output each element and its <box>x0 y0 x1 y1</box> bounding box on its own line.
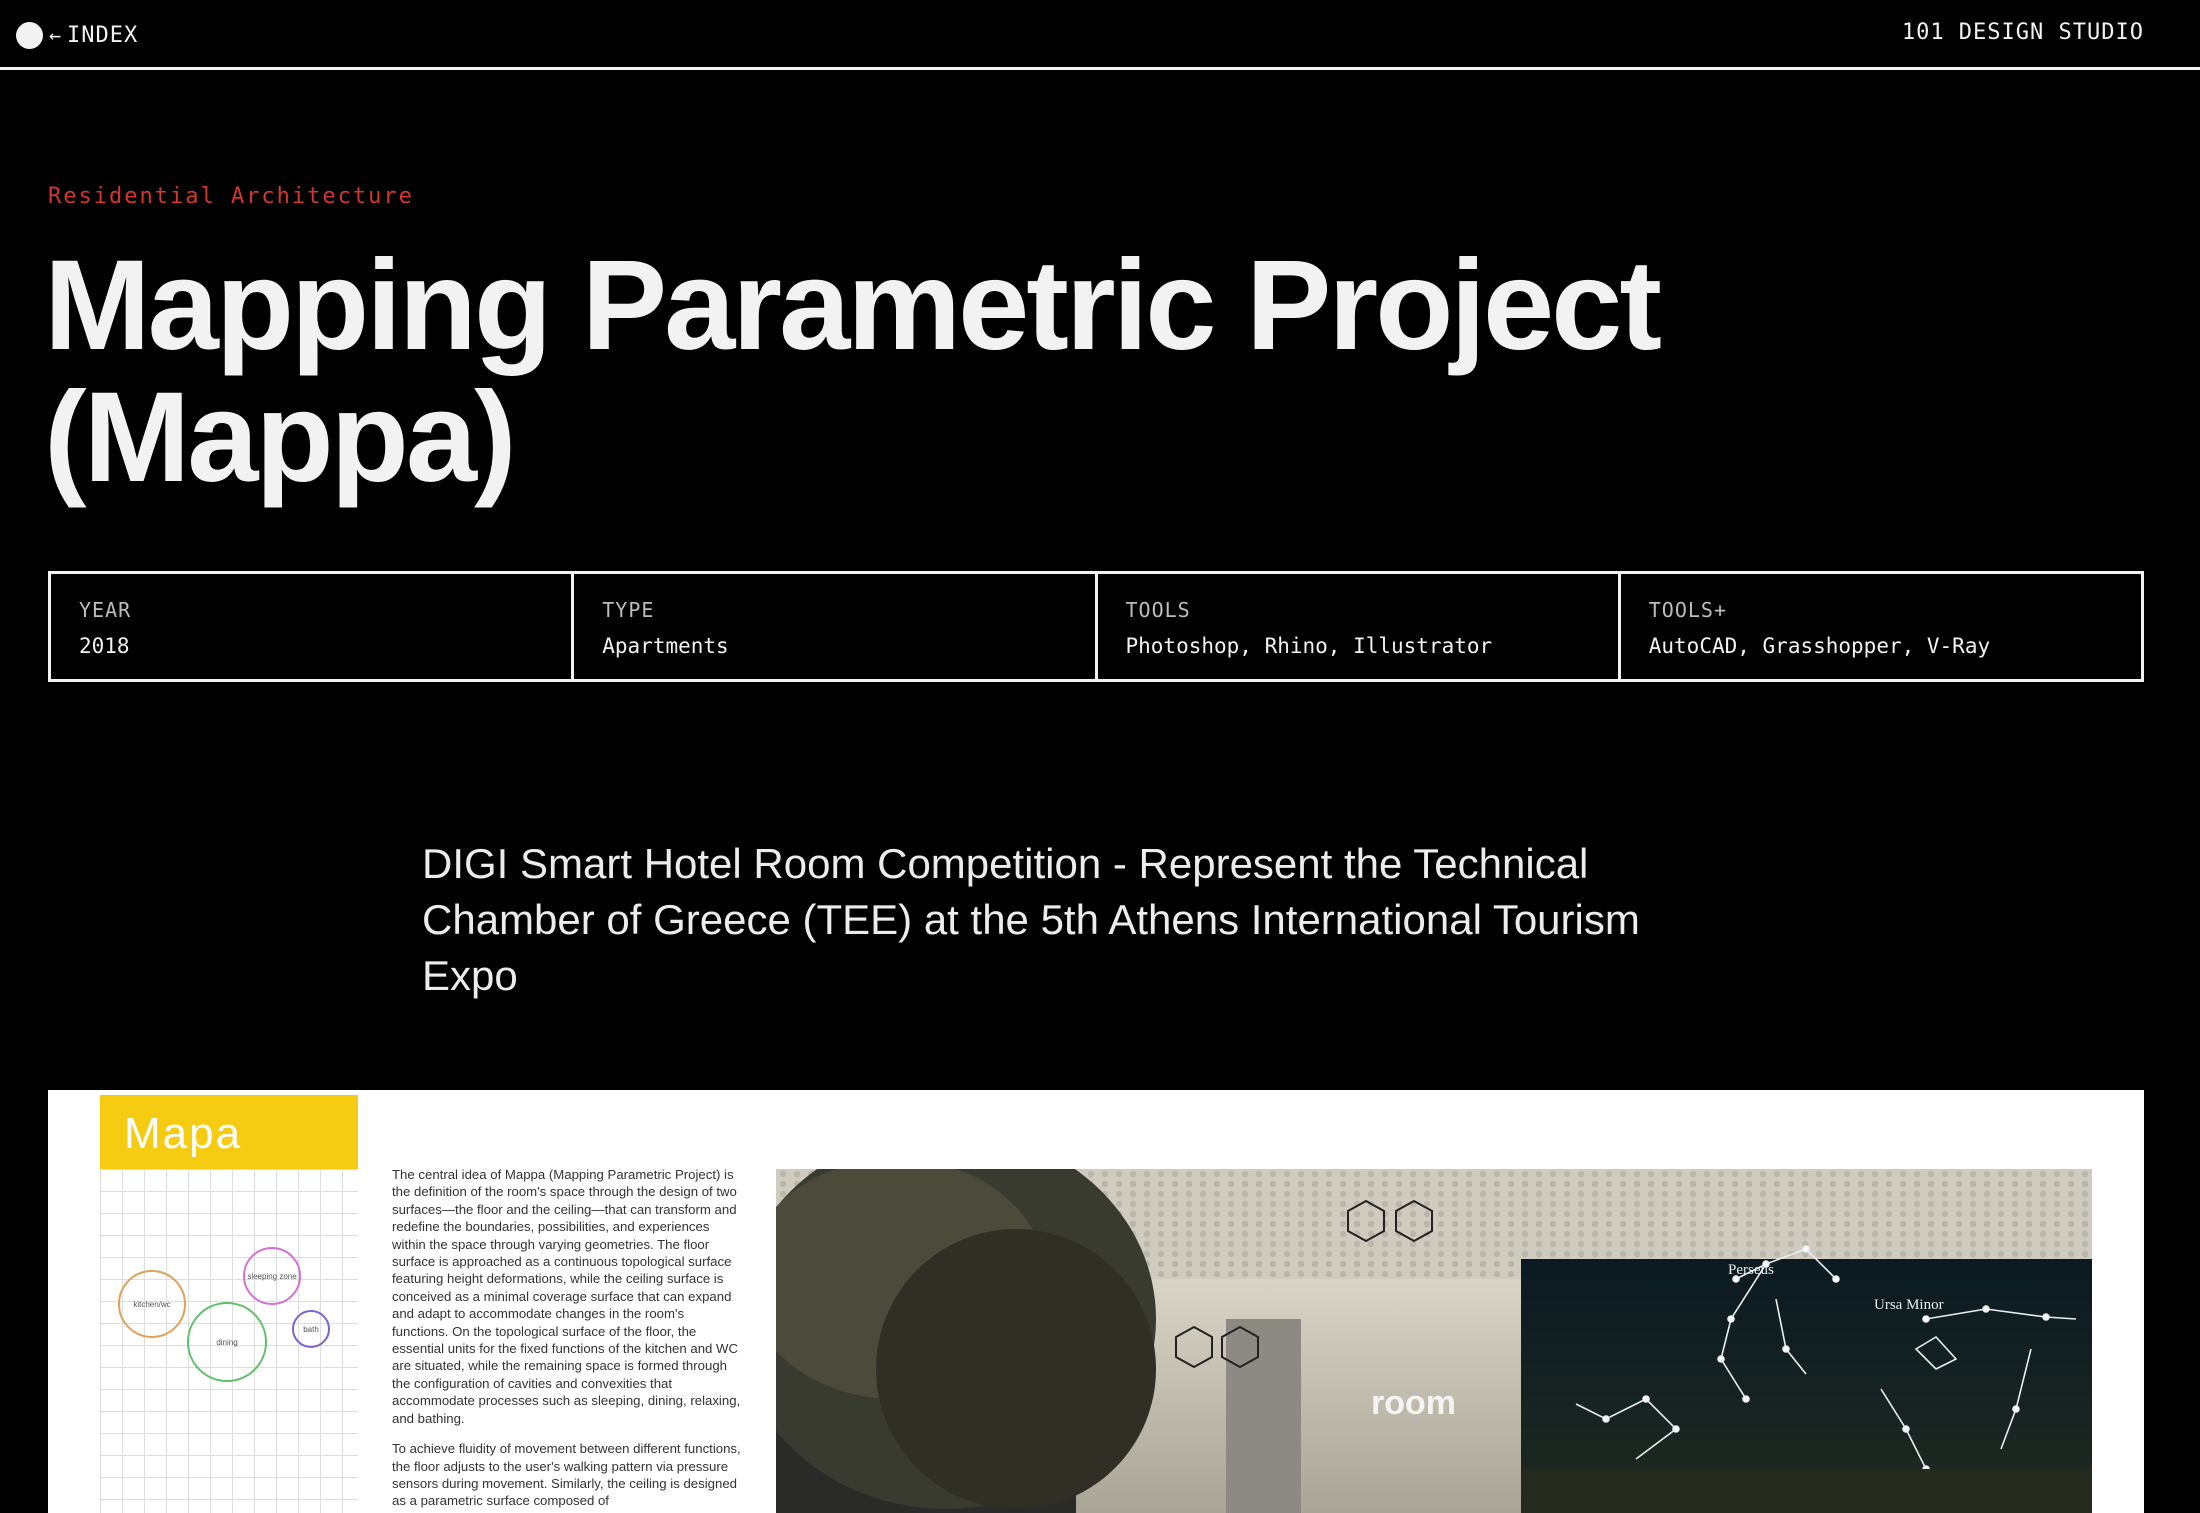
meta-label: TOOLS+ <box>1648 598 1727 622</box>
bubble-sleeping <box>243 1247 301 1305</box>
meta-year <box>51 574 574 679</box>
meta-value: Photoshop, Rhino, Illustrator <box>1125 634 1493 658</box>
meta-tools <box>1098 574 1621 679</box>
meta-label: TYPE <box>602 598 655 622</box>
room-sign: room <box>1371 1384 1456 1422</box>
project-meta-table <box>48 571 2144 682</box>
poster-body-text <box>392 1166 742 1513</box>
room-render <box>776 1169 2092 1513</box>
bubble-kitchen <box>118 1270 186 1338</box>
meta-value: AutoCAD, Grasshopper, V-Ray <box>1648 634 1991 658</box>
meta-label: TOOLS <box>1125 598 1191 622</box>
project-description: DIGI Smart Hotel Room Competition - Represent the Technical Chamber of Greece (TEE) at the 5th Athens International Tourism Expo <box>422 840 1640 999</box>
bubble-label: sleeping zone <box>247 1271 297 1281</box>
studio-name-link[interactable]: 101 DESIGN STUDIO <box>1901 20 2144 45</box>
meta-type <box>574 574 1097 679</box>
top-bar <box>0 0 2200 70</box>
logo-text: Mapa <box>124 1109 243 1158</box>
project-category: Residential Architecture <box>48 184 414 209</box>
poster-paragraph: To achieve fluidity of movement between different functions, the floor adjusts to the user's walking pattern via pressure sensors during movement. Similarly, the ceiling is designed as a parametric surface composed of <box>392 1441 741 1509</box>
mappa-logo <box>100 1095 358 1169</box>
meta-label: YEAR <box>79 598 132 622</box>
circle-icon <box>16 22 43 49</box>
poster-paragraph: The central idea of Mappa (Mapping Parametric Project) is the definition of the room's space through the design of two surfaces—the floor and the ceiling—that can transform and redefine the boundaries, possibilities, and experiences within the space through varying geometries. The floor surface is approached as a continuous topological surface featuring height deformations, while the ceiling surface is conceived as a minimal coverage surface that can expand and adapt to accommodate changes in the room's functions. On the topological surface of the floor, the essential units for the fixed functions of the kitchen and WC are situated, while the remaining space is formed through the configuration of cavities and convexities that accommodate processes such as sleeping, dining, relaxing, and bathing. <box>392 1167 741 1426</box>
meta-value: 2018 <box>79 634 130 658</box>
index-link[interactable] <box>16 18 138 52</box>
constellation-label: Ursa Minor <box>1874 1297 1944 1313</box>
index-label: INDEX <box>67 22 139 48</box>
project-poster-image[interactable] <box>48 1090 2144 1513</box>
bubble-label: bath <box>303 1324 319 1334</box>
bubble-bath <box>292 1310 330 1348</box>
arrow-left-icon: ← <box>49 23 62 47</box>
bubble-dining <box>187 1302 267 1382</box>
bubble-label: dining <box>216 1337 238 1347</box>
function-diagram <box>100 1169 358 1513</box>
project-title: Mapping Parametric Project (Mappa) <box>44 234 1659 509</box>
constellation-label: Perseus <box>1728 1262 1774 1278</box>
render-illustration <box>776 1169 2092 1513</box>
bubble-label: kitchen/wc <box>133 1299 171 1309</box>
meta-value: Apartments <box>602 634 729 658</box>
meta-tools-plus <box>1621 574 2141 679</box>
